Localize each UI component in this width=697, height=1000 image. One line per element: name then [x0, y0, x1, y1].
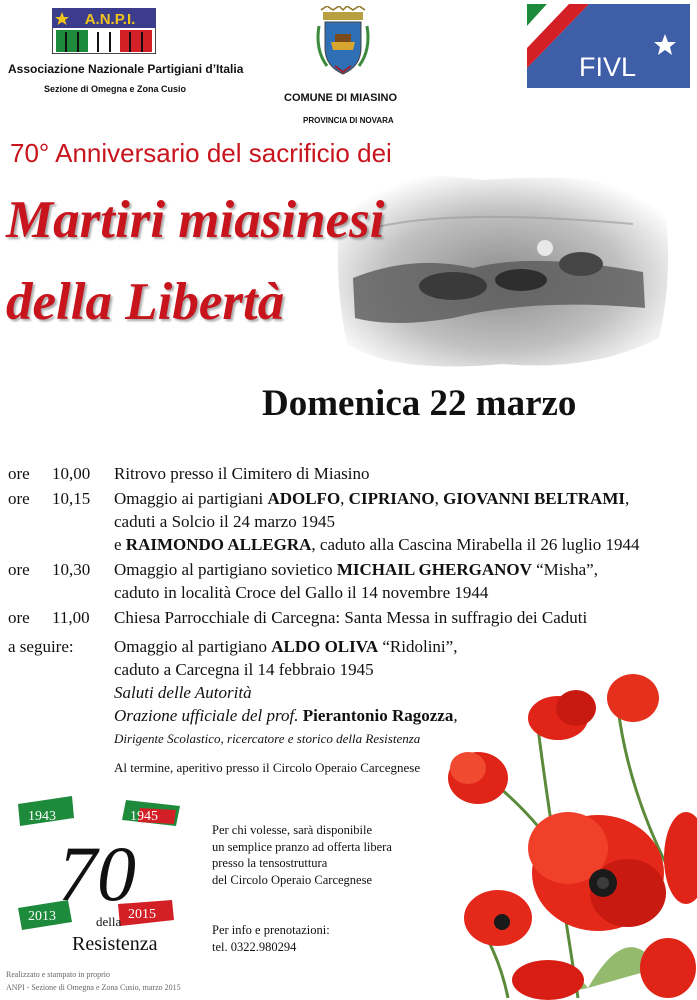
partisan-name: RAIMONDO ALLEGRA — [125, 535, 312, 554]
lunch-line: un semplice pranzo ad offerta libera — [212, 839, 392, 854]
schedule-text: Chiesa Parrocchiale di Carcegna: Santa Messa in suffragio dei Caduti — [114, 608, 588, 627]
main-title-line-1: Martiri miasinesi — [6, 191, 385, 249]
badge-70: 70 — [58, 830, 136, 917]
schedule-label: ore — [8, 560, 30, 579]
anpi-section: Sezione di Omegna e Zona Cusio — [44, 84, 187, 94]
schedule-text-line: caduti a Solcio il 24 marzo 1945 — [114, 512, 335, 531]
anpi-logo — [52, 8, 156, 54]
badge-resistenza: Resistenza — [72, 933, 158, 955]
lunch-line: Per chi volesse, sarà disponibile — [212, 823, 373, 837]
booking-info — [212, 922, 330, 955]
poppy-flower — [528, 812, 666, 931]
poppy-flower — [528, 690, 596, 740]
comune-crest-icon — [313, 6, 373, 80]
speaker-name: Pierantonio Ragozza — [302, 706, 454, 725]
print-credit: Realizzato e stampato in proprio — [6, 970, 110, 979]
aperitivo-line: Al termine, aperitivo presso il Circolo Operaio Carcegnese — [114, 760, 421, 775]
schedule-text: Omaggio ai partigiani ADOLFO, CIPRIANO, GIOVANNI BELTRAMI, — [114, 489, 630, 508]
anniversary-subtitle: 70° Anniversario del sacrificio dei — [10, 138, 392, 168]
schedule-time: 10,00 — [52, 464, 91, 483]
partisan-name: ADOLFO — [267, 489, 341, 508]
70-resistenza-badge — [14, 796, 194, 962]
schedule-label: ore — [8, 608, 30, 627]
schedule-time: 11,00 — [52, 608, 90, 627]
partisan-name: ALDO OLIVA — [271, 637, 379, 656]
schedule-time: 10,30 — [52, 560, 91, 579]
schedule-text-line: e RAIMONDO ALLEGRA, caduto alla Cascina Mirabella il 26 luglio 1944 — [114, 535, 640, 554]
schedule-item — [8, 558, 697, 581]
fivl-logo-text: FIVL — [579, 52, 637, 82]
badge-year-2013: 2013 — [28, 909, 56, 924]
badge-year-2015: 2015 — [128, 907, 156, 922]
schedule-text-line: caduto a Carcegna il 14 febbraio 1945 — [114, 660, 374, 679]
oration-line: Orazione ufficiale del prof. Pierantonio Ragozza, — [114, 706, 458, 725]
print-credit-section: ANPI - Sezione di Omegna e Zona Cusio, marzo 2015 — [6, 983, 181, 992]
poppies-image — [428, 668, 697, 1000]
comune-name: COMUNE DI MIASINO — [284, 92, 398, 104]
schedule-text: Omaggio al partigiano sovietico MICHAIL GHERGANOV “Misha”, — [114, 560, 598, 579]
speaker-title: Dirigente Scolastico, ricercatore e storico della Resistenza — [114, 731, 421, 746]
schedule-item — [8, 606, 697, 629]
partisan-name: MICHAIL GHERGANOV — [336, 560, 532, 579]
provincia-name: PROVINCIA DI NOVARA — [303, 116, 394, 125]
lunch-info — [212, 822, 392, 888]
schedule-text: Ritrovo presso il Cimitero di Miasino — [114, 464, 370, 483]
main-title-line-2: della Libertà — [6, 273, 285, 331]
schedule-text-line: caduto in località Croce del Gallo il 14 novembre 1944 — [114, 583, 489, 602]
lunch-line: del Circolo Operaio Carcegnese — [212, 872, 373, 887]
fivl-logo — [527, 4, 690, 88]
poppy-flower — [464, 890, 532, 946]
schedule-item — [8, 487, 697, 510]
booking-phone: tel. 0322.980294 — [212, 939, 297, 954]
schedule-item — [8, 462, 697, 485]
schedule-label: ore — [8, 464, 30, 483]
schedule-time: 10,15 — [52, 489, 91, 508]
anpi-org-name: Associazione Nazionale Partigiani d’Italia — [8, 62, 244, 76]
greetings-line: Saluti delle Autorità — [114, 683, 252, 702]
schedule-text: Omaggio al partigiano ALDO OLIVA “Ridolini”, — [114, 637, 458, 656]
booking-label: Per info e prenotazioni: — [212, 923, 330, 937]
badge-della: della — [96, 914, 122, 929]
event-date: Domenica 22 marzo — [262, 383, 577, 424]
partisan-name: CIPRIANO — [348, 489, 435, 508]
schedule-label: a seguire: — [8, 637, 74, 656]
lunch-line: presso la tensostruttura — [212, 856, 328, 870]
badge-year-1945: 1945 — [130, 809, 158, 824]
anpi-logo-text: A.N.P.I. — [84, 11, 136, 28]
partisan-name: GIOVANNI BELTRAMI — [443, 489, 625, 508]
badge-year-1943: 1943 — [28, 809, 56, 824]
schedule-label: ore — [8, 489, 30, 508]
schedule-item — [8, 635, 697, 658]
